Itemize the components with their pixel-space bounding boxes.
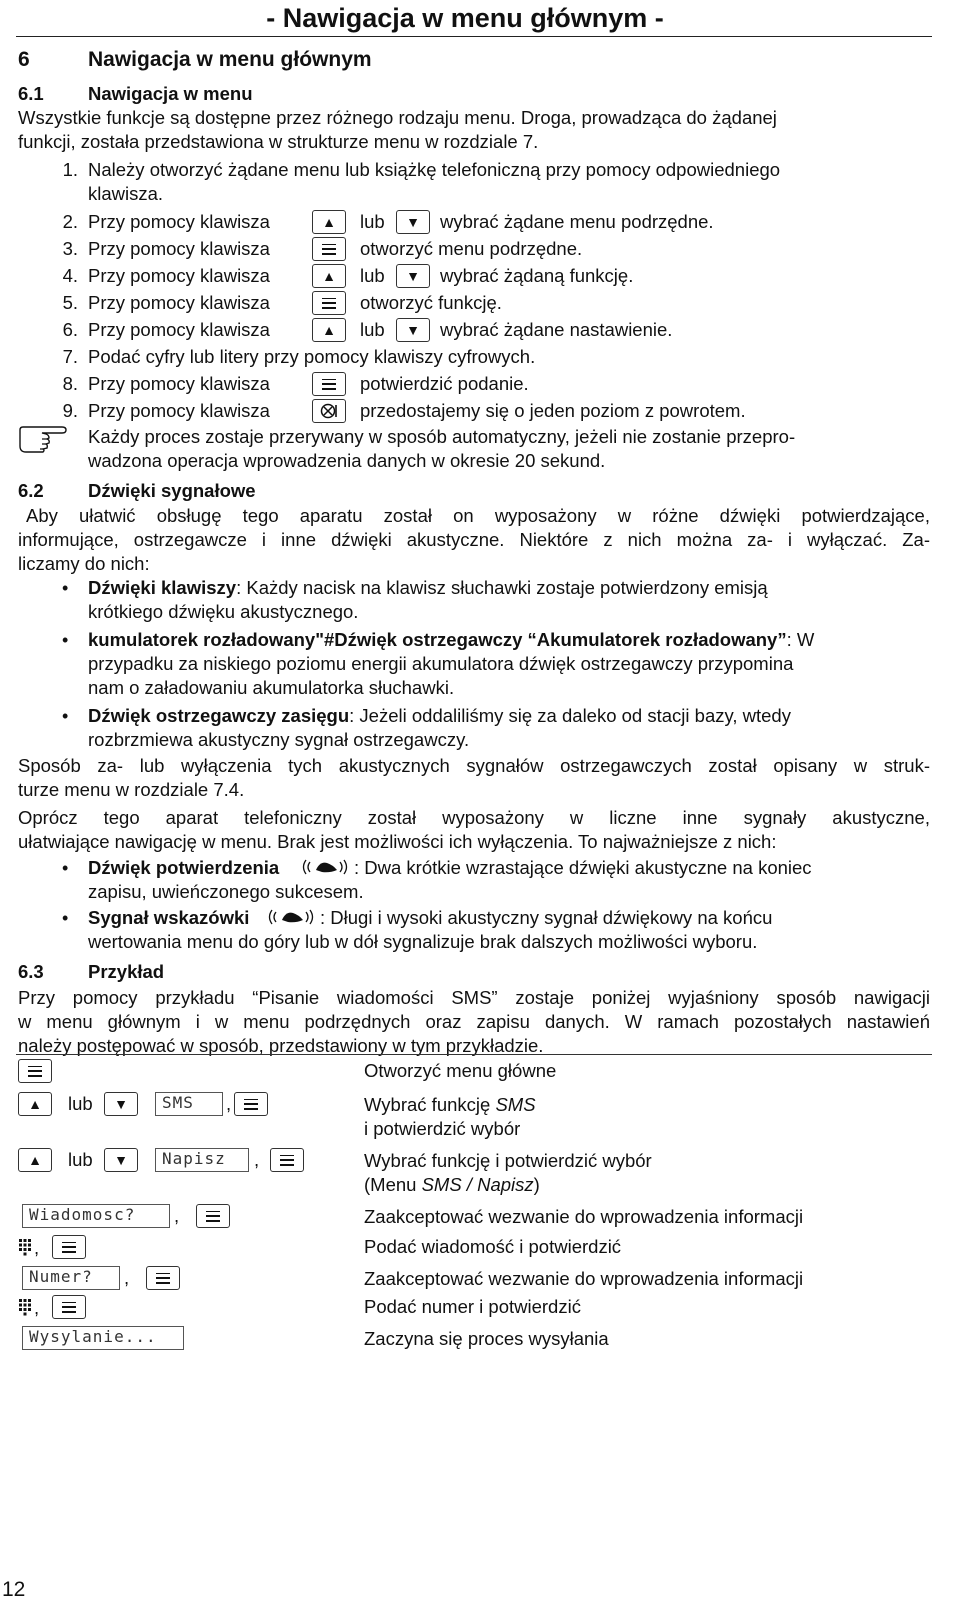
bullet-text xyxy=(88,628,814,652)
tone-icon xyxy=(300,858,354,876)
menu-icon xyxy=(62,1302,76,1313)
menu-key xyxy=(52,1235,86,1259)
bullet-text xyxy=(88,704,791,728)
action-text: ) xyxy=(533,1174,540,1195)
hand-pointer-icon xyxy=(18,424,82,454)
bullet-term: Dźwięki klawiszy xyxy=(88,577,237,598)
lub-text: lub xyxy=(68,1093,93,1114)
step-text: Przy pomocy klawisza xyxy=(88,211,270,232)
keypad-icon xyxy=(18,1298,32,1316)
step-number: 6. xyxy=(62,319,78,340)
bullet-term: Dźwięk ostrzegawczy zasięgu xyxy=(88,705,350,726)
table-row-action: Zaczyna się proces wysyłania xyxy=(364,1328,609,1349)
comma-text: , xyxy=(254,1149,260,1170)
page-header-title: - Nawigacja w menu głównym - xyxy=(266,3,664,33)
down-key xyxy=(104,1148,138,1172)
paragraph-line: Oprócz tego aparat telefoniczny został wyposażony w liczne inne sygnały akustyczne, xyxy=(18,807,930,828)
step-text: Przy pomocy klawisza xyxy=(88,238,270,259)
bullet-desc: : Dwa krótkie wzrastające dźwięki akustyczne na koniec xyxy=(354,857,812,878)
comma-text: , xyxy=(124,1267,130,1288)
menu-key xyxy=(312,291,346,315)
step-number: 4. xyxy=(62,265,78,286)
bullet-dot: • xyxy=(62,630,69,650)
table-row-action xyxy=(364,1173,540,1197)
action-term: SMS / Napisz xyxy=(421,1174,534,1195)
paragraph-line: ułatwiające nawigację w menu. Brak jest możliwości ich wyłączenia. To najważniejsze z nich: xyxy=(18,831,777,852)
section-6-2-number: 6.2 xyxy=(18,480,44,501)
paragraph-line: Aby ułatwić obsługę tego aparatu został on wyposażony w różne dźwięki potwierdzające, xyxy=(26,505,930,526)
up-key xyxy=(312,210,346,234)
up-arrow-icon: ▲ xyxy=(322,322,336,338)
bullet-text: zapisu, uwieńczonego sukcesem. xyxy=(88,881,364,902)
bullet-text xyxy=(88,576,768,600)
bullet-term: Dźwięk potwierdzenia xyxy=(88,857,280,878)
menu-icon xyxy=(280,1155,294,1166)
down-key xyxy=(104,1092,138,1116)
table-row-action: i potwierdzić wybór xyxy=(364,1118,521,1139)
down-arrow-icon: ▼ xyxy=(114,1152,128,1168)
paragraph-line: Sposób za- lub wyłączenia tych akustycznych sygnałów ostrzegawczych został opisany w struk- xyxy=(18,755,930,776)
display-screen: Wysylanie... xyxy=(22,1326,184,1350)
paragraph-line: Przy pomocy przykładu “Pisanie wiadomości SMS” zostaje poniżej wyjaśniony sposób nawigacji xyxy=(18,987,930,1008)
step-text: Przy pomocy klawisza xyxy=(88,373,270,394)
menu-icon xyxy=(206,1211,220,1222)
step-text: wybrać żądane nastawienie. xyxy=(440,319,673,340)
menu-icon xyxy=(322,244,336,255)
bullet-dot: • xyxy=(62,706,69,726)
step-text: wybrać żądaną funkcję. xyxy=(440,265,634,286)
menu-key xyxy=(146,1266,180,1290)
bullet-term: kumulatorek rozładowany"#Dźwięk ostrzegawczy “Akumulatorek rozładowany” xyxy=(88,629,787,650)
table-row-action: Otworzyć menu główne xyxy=(364,1060,557,1081)
comma-text: , xyxy=(34,1297,40,1318)
paragraph-line: w menu głównym i w menu podrzędnych oraz zapisu danych. W ramach pozostałych nastawień xyxy=(18,1011,930,1032)
lub-text: lub xyxy=(360,319,385,340)
down-arrow-icon: ▼ xyxy=(406,268,420,284)
step-number: 2. xyxy=(62,211,78,232)
up-arrow-icon: ▲ xyxy=(28,1152,42,1168)
bullet-desc: : Długi i wysoki akustyczny sygnał dźwiękowy na końcu xyxy=(320,907,773,928)
step-text: Przy pomocy klawisza xyxy=(88,265,270,286)
table-row-action xyxy=(364,1093,536,1117)
menu-icon xyxy=(28,1066,42,1077)
bullet-dot: • xyxy=(62,858,69,878)
up-arrow-icon: ▲ xyxy=(322,268,336,284)
lub-text: lub xyxy=(68,1149,93,1170)
menu-icon xyxy=(62,1242,76,1253)
table-row-action: Podać wiadomość i potwierdzić xyxy=(364,1236,622,1257)
step-text: klawisza. xyxy=(88,183,164,204)
section-6-number: 6 xyxy=(18,48,30,71)
lub-text: lub xyxy=(360,265,385,286)
header-rule xyxy=(16,36,932,37)
section-6-1-number: 6.1 xyxy=(18,83,44,104)
up-key xyxy=(18,1092,52,1116)
down-key xyxy=(396,264,430,288)
bullet-text: krótkiego dźwięku akustycznego. xyxy=(88,601,359,622)
page-number: 12 xyxy=(2,1578,26,1601)
up-key xyxy=(312,264,346,288)
down-arrow-icon: ▼ xyxy=(406,322,420,338)
menu-key xyxy=(312,237,346,261)
bullet-desc: : Jeżeli oddaliliśmy się za daleko od stacji bazy, wtedy xyxy=(349,705,791,726)
bullet-text: nam o załadowaniu akumulatorka słuchawki. xyxy=(88,677,455,698)
action-text: Wybrać funkcję xyxy=(364,1094,496,1115)
bullet-desc: : Każdy nacisk na klawisz słuchawki zostaje potwierdzony emisją xyxy=(236,577,768,598)
step-text: Należy otworzyć żądane menu lub książkę telefoniczną przy pomocy odpowiedniego xyxy=(88,159,781,180)
paragraph-line: Wszystkie funkcje są dostępne przez różnego rodzaju menu. Droga, prowadząca do żądanej xyxy=(18,107,777,128)
action-term: SMS xyxy=(495,1094,536,1115)
menu-key xyxy=(52,1295,86,1319)
bullet-text: rozbrzmiewa akustyczny sygnał ostrzegawczy. xyxy=(88,729,470,750)
step-text: Przy pomocy klawisza xyxy=(88,292,270,313)
comma-text: , xyxy=(34,1237,40,1258)
table-rule xyxy=(16,1054,932,1055)
paragraph-line: należy postępować w sposób, przedstawiony w tym przykładzie. xyxy=(18,1035,544,1056)
tone-icon xyxy=(266,908,320,926)
menu-icon xyxy=(156,1273,170,1284)
note-text: Każdy proces zostaje przerywany w sposób automatyczny, jeżeli nie zostanie przepro- xyxy=(88,426,796,447)
table-row-action: Zaakceptować wezwanie do wprowadzenia informacji xyxy=(364,1268,804,1289)
table-row-action: Wybrać funkcję i potwierdzić wybór xyxy=(364,1150,652,1171)
up-key xyxy=(312,318,346,342)
step-text: Przy pomocy klawisza xyxy=(88,400,270,421)
section-6-3-title: Przykład xyxy=(88,961,165,982)
menu-key xyxy=(312,372,346,396)
step-number: 3. xyxy=(62,238,78,259)
step-text: otworzyć menu podrzędne. xyxy=(360,238,583,259)
lub-text: lub xyxy=(360,211,385,232)
bullet-text xyxy=(88,856,279,880)
down-arrow-icon: ▼ xyxy=(406,214,420,230)
comma-text: , xyxy=(226,1093,232,1114)
paragraph-line: funkcji, została przedstawiona w strukturze menu w rozdziale 7. xyxy=(18,131,539,152)
menu-icon xyxy=(244,1099,258,1110)
bullet-text: wertowania menu do góry lub w dół sygnalizuje brak dalszych możliwości wyboru. xyxy=(88,931,758,952)
table-row-action: Zaakceptować wezwanie do wprowadzenia informacji xyxy=(364,1206,804,1227)
section-6-1-title: Nawigacja w menu xyxy=(88,83,253,104)
step-text: wybrać żądane menu podrzędne. xyxy=(440,211,714,232)
step-number: 5. xyxy=(62,292,78,313)
menu-key xyxy=(196,1204,230,1228)
step-text: potwierdzić podanie. xyxy=(360,373,529,394)
bullet-dot: • xyxy=(62,908,69,928)
menu-key xyxy=(270,1148,304,1172)
keypad-icon xyxy=(18,1238,32,1256)
down-key xyxy=(396,210,430,234)
display-screen: Wiadomosc? xyxy=(22,1204,170,1228)
menu-key xyxy=(234,1092,268,1116)
step-number: 9. xyxy=(62,400,78,421)
action-text: (Menu xyxy=(364,1174,422,1195)
section-6-title: Nawigacja w menu głównym xyxy=(88,48,372,71)
comma-text: , xyxy=(174,1205,180,1226)
bullet-desc: : W xyxy=(786,629,815,650)
paragraph-line: informujące, ostrzegawcze i inne dźwięki akustyczne. Niektóre z nich można za- i wyłączać. Za- xyxy=(18,529,930,550)
bullet-text: przypadku za niskiego poziomu energii akumulatora dźwięk ostrzegawczy przypomina xyxy=(88,653,794,674)
paragraph-line: liczamy do nich: xyxy=(18,553,150,574)
step-text: otworzyć funkcję. xyxy=(360,292,502,313)
step-number: 7. xyxy=(62,346,78,367)
down-arrow-icon: ▼ xyxy=(114,1096,128,1112)
display-screen: Numer? xyxy=(22,1266,120,1290)
section-6-3-number: 6.3 xyxy=(18,961,44,982)
menu-icon xyxy=(322,298,336,309)
up-arrow-icon: ▲ xyxy=(28,1096,42,1112)
bullet-text xyxy=(88,906,249,930)
up-key xyxy=(18,1148,52,1172)
back-icon xyxy=(320,403,338,419)
paragraph-line: turze menu w rozdziale 7.4. xyxy=(18,779,245,800)
display-screen: SMS xyxy=(155,1092,223,1116)
back-key xyxy=(312,399,346,423)
section-6-2-title: Dźwięki sygnałowe xyxy=(88,480,256,501)
step-text: Podać cyfry lub litery przy pomocy klawiszy cyfrowych. xyxy=(88,346,536,367)
step-text: przedostajemy się o jeden poziom z powrotem. xyxy=(360,400,746,421)
step-number: 1. xyxy=(62,159,78,180)
menu-icon xyxy=(322,379,336,390)
menu-key xyxy=(18,1059,52,1083)
down-key xyxy=(396,318,430,342)
step-text: Przy pomocy klawisza xyxy=(88,319,270,340)
up-arrow-icon: ▲ xyxy=(322,214,336,230)
bullet-dot: • xyxy=(62,578,69,598)
table-row-action: Podać numer i potwierdzić xyxy=(364,1296,581,1317)
note-text: wadzona operacja wprowadzenia danych w okresie 20 sekund. xyxy=(88,450,606,471)
display-screen: Napisz xyxy=(155,1148,249,1172)
bullet-term: Sygnał wskazówki xyxy=(88,907,250,928)
step-number: 8. xyxy=(62,373,78,394)
